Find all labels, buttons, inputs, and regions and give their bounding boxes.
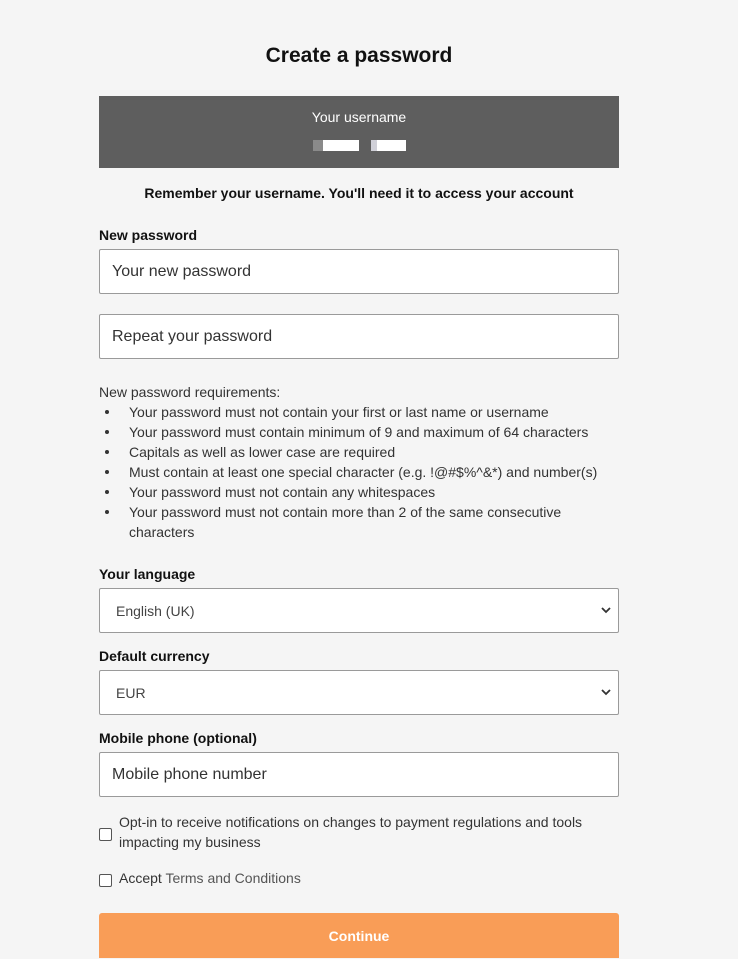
password-requirements xyxy=(99,382,619,542)
language-label: Your language xyxy=(99,566,196,582)
username-value xyxy=(99,136,619,154)
repeat-password-input[interactable] xyxy=(99,314,619,359)
optin-label: Opt-in to receive notifications on changes to payment regulations and tools impacting my business xyxy=(119,814,583,850)
terms-label xyxy=(119,868,619,888)
requirement-item: Your password must not contain more than 2 of the same consecutive characters xyxy=(99,502,619,542)
page-title: Create a password xyxy=(265,44,453,67)
requirement-item: Your password must contain minimum of 9 and maximum of 64 characters xyxy=(99,422,619,442)
language-selected-value: English (UK) xyxy=(116,602,195,619)
remember-username-note: Remember your username. You'll need it to access your account xyxy=(144,185,574,201)
requirement-item: Your password must not contain your first or last name or username xyxy=(99,402,619,422)
terms-row[interactable] xyxy=(99,868,619,888)
requirement-item: Must contain at least one special character (e.g. !@#$%^&*) and number(s) xyxy=(99,462,619,482)
phone-label: Mobile phone (optional) xyxy=(99,730,257,746)
username-redacted-part xyxy=(313,140,359,151)
new-password-label: New password xyxy=(99,227,198,243)
chevron-down-icon xyxy=(600,604,612,616)
optin-row[interactable] xyxy=(99,812,619,852)
requirements-heading: New password requirements: xyxy=(99,384,281,400)
chevron-down-icon xyxy=(600,686,612,698)
requirement-item: Your password must not contain any whitespaces xyxy=(99,482,619,502)
requirement-item: Capitals as well as lower case are required xyxy=(99,442,619,462)
mobile-phone-input[interactable] xyxy=(99,752,619,797)
currency-selected-value: EUR xyxy=(116,684,146,701)
currency-label: Default currency xyxy=(99,648,210,664)
language-select[interactable] xyxy=(99,588,619,633)
username-label: Your username xyxy=(311,109,407,125)
username-redacted-part xyxy=(371,140,406,151)
new-password-input[interactable] xyxy=(99,249,619,294)
terms-prefix: Accept xyxy=(119,870,166,886)
currency-select[interactable] xyxy=(99,670,619,715)
username-panel xyxy=(99,96,619,168)
terms-checkbox[interactable] xyxy=(99,874,112,887)
terms-link[interactable]: Terms and Conditions xyxy=(165,870,301,886)
continue-button[interactable]: Continue xyxy=(99,913,619,958)
optin-checkbox[interactable] xyxy=(99,828,112,841)
